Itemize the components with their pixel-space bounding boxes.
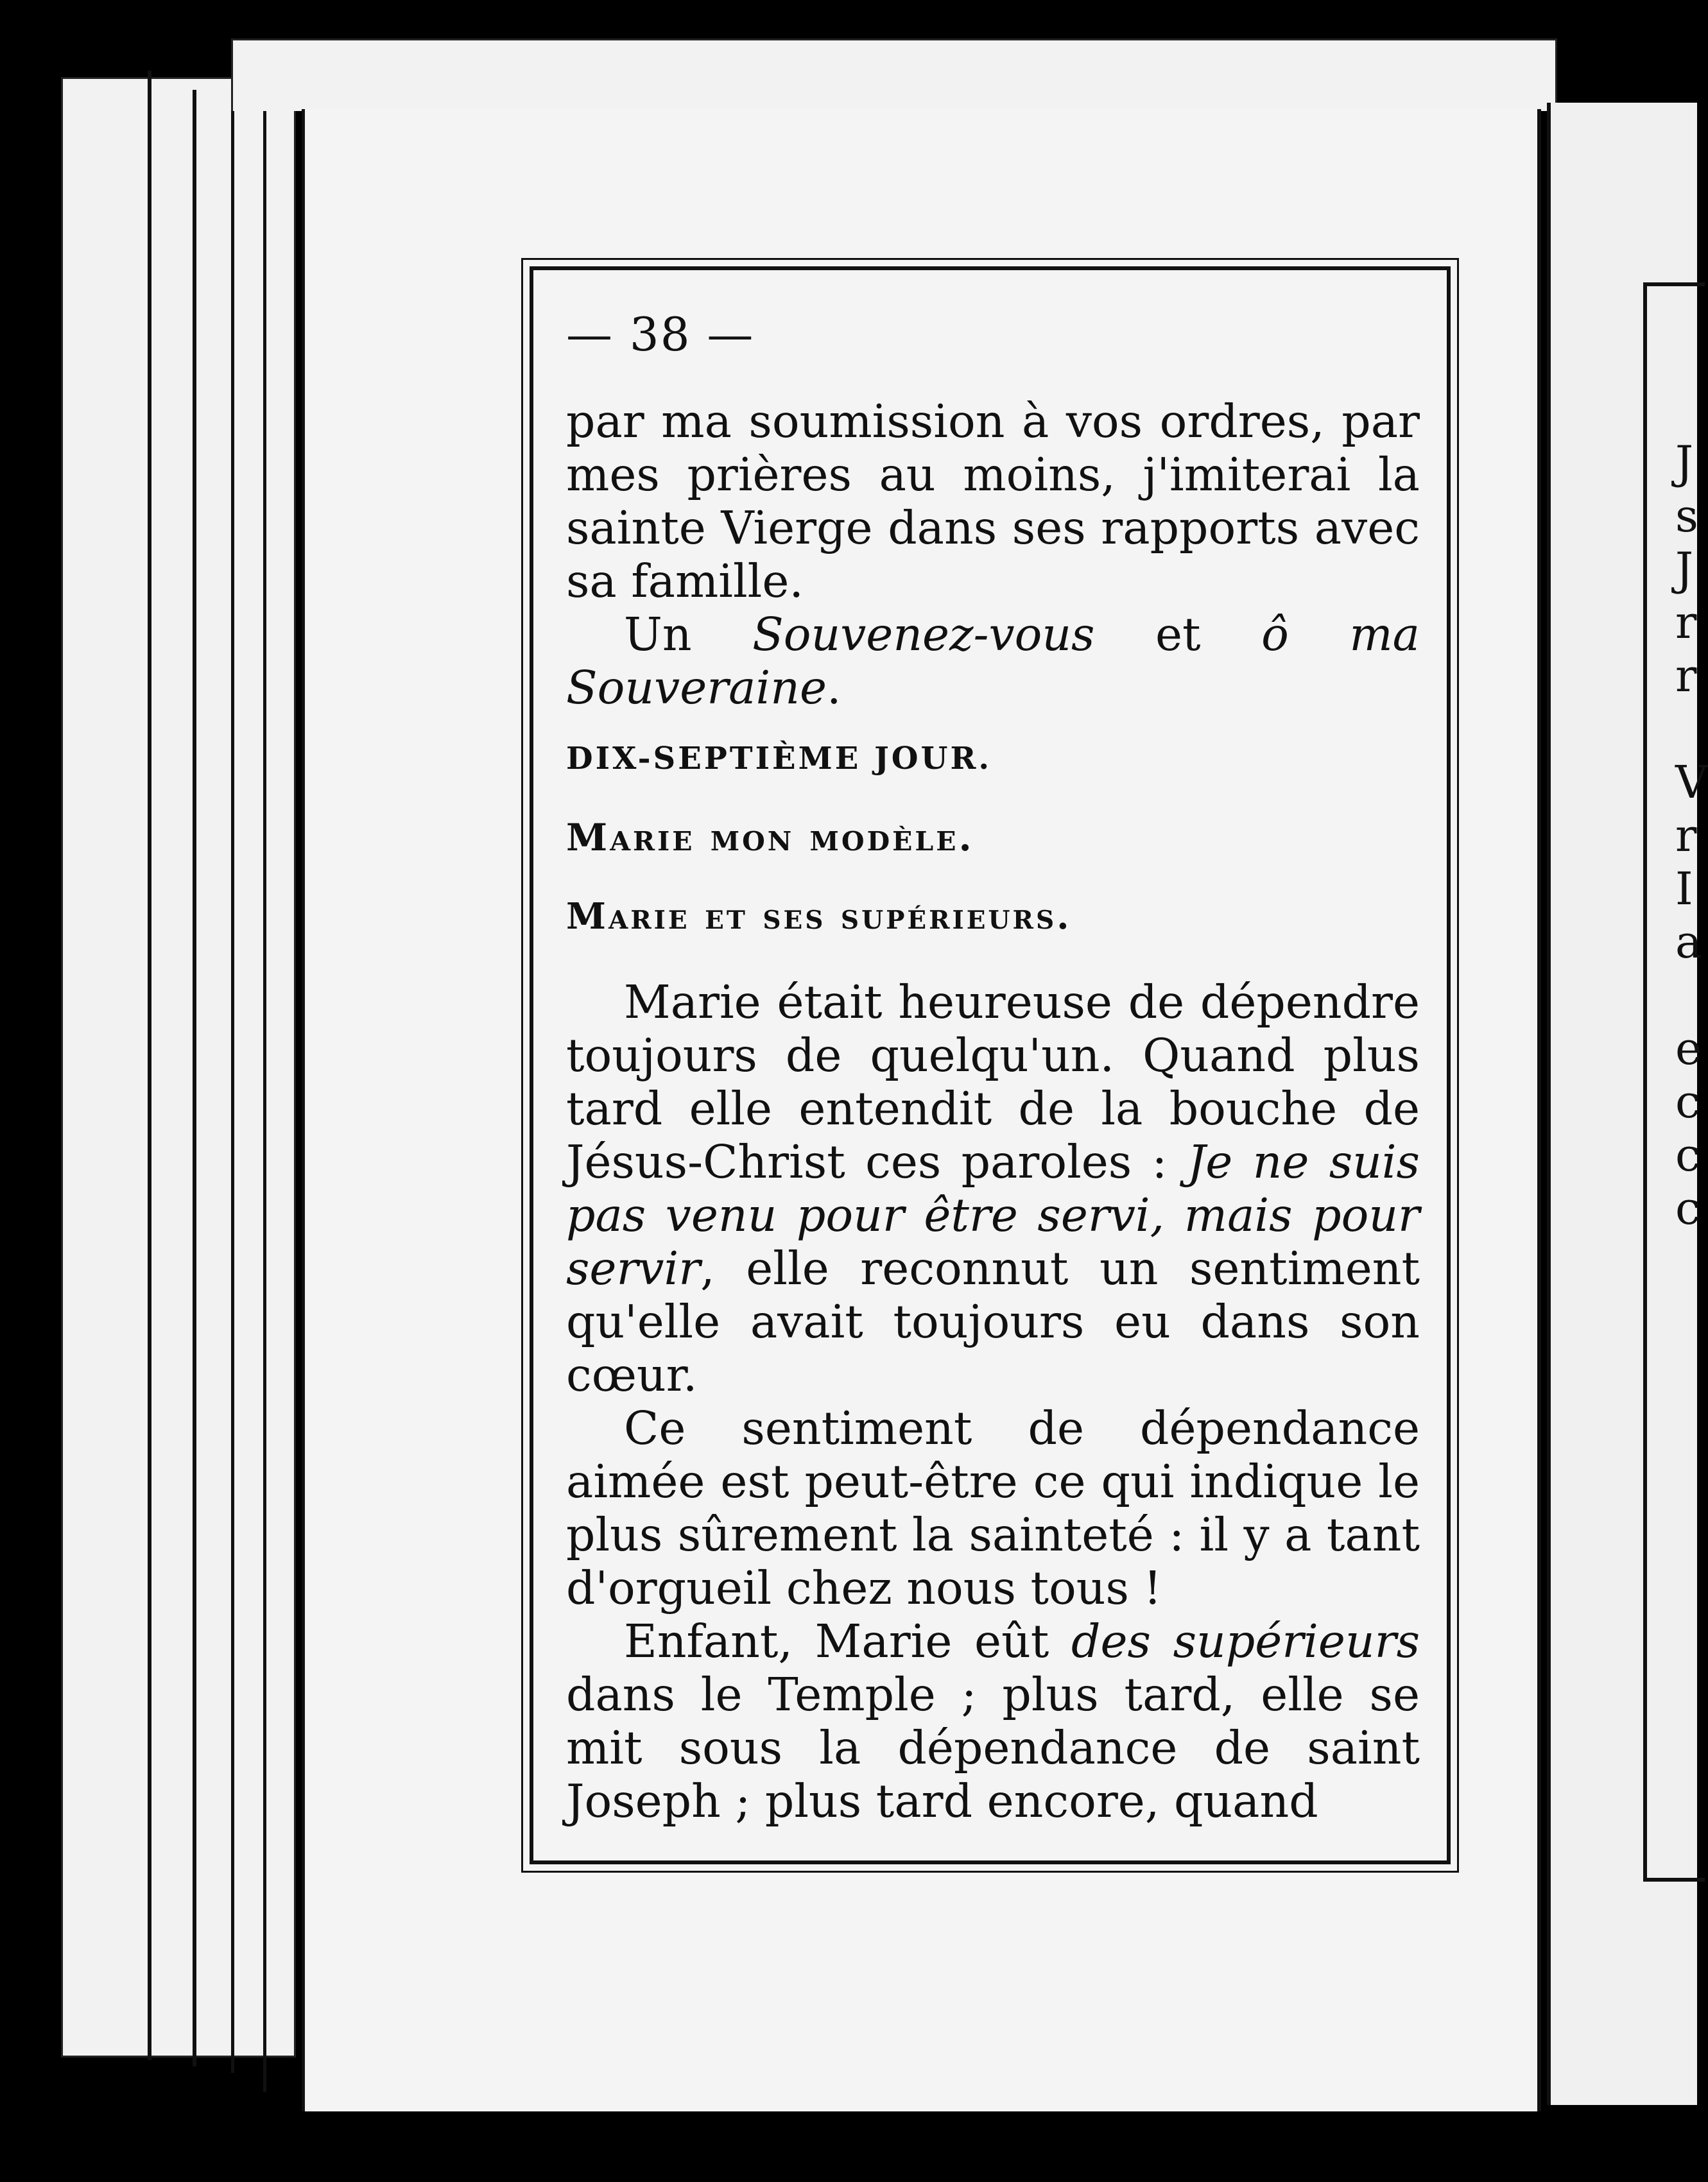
facing-letter: r — [1675, 596, 1697, 649]
top-page-edge — [231, 39, 1557, 111]
paragraph-2: Ce sentiment de dépendance aimée est peut-être ce qui indique le plus sûrement la sainteté : il y a tant d'orgueil chez nous tous ! — [566, 1402, 1420, 1615]
facing-letter — [1675, 969, 1701, 1022]
facing-letter: c — [1675, 1182, 1701, 1235]
facing-page-letters — [1675, 436, 1708, 1235]
facing-letter: e — [1675, 1022, 1702, 1075]
facing-letter: r — [1675, 809, 1697, 862]
facing-letter: J — [1675, 436, 1694, 489]
day-heading: DIX-SEPTIÈME JOUR. — [566, 741, 992, 777]
page-text-block — [566, 308, 1420, 1828]
paragraph-1-text: Marie était heureuse de dépendre toujours de quelqu'un. Quand plus tard elle entendit de la bouche de Jésus-Christ ces paroles : — [566, 975, 1420, 1189]
page-edge-line — [231, 90, 234, 2073]
subject-heading: Marie et ses supérieurs. — [566, 895, 1072, 938]
prayer-line — [566, 608, 1420, 714]
page-edge-line — [148, 71, 151, 2060]
page-edge-line — [193, 90, 196, 2066]
paragraph-1-quote: Je ne suis pas venu pour être servi, mais pour servir — [566, 1135, 1420, 1295]
paragraph-3-tail: dans le Temple ; plus tard, elle se mit sous la dépendance de saint Joseph ; plus tard encore, quand — [566, 1668, 1420, 1828]
page-edge-stack — [61, 77, 296, 2057]
page-edge-line — [263, 103, 266, 2092]
facing-letter: c — [1675, 1129, 1701, 1181]
paragraph-3-text: Enfant, Marie eût — [624, 1615, 1072, 1668]
facing-letter: a — [1675, 916, 1702, 968]
paragraph-1 — [566, 975, 1420, 1402]
facing-letter: r — [1675, 649, 1697, 702]
prayer-italic-souvenez: Souvenez-vous — [752, 608, 1095, 661]
prayer-mid: et — [1094, 608, 1262, 661]
facing-letter — [1675, 703, 1701, 756]
page-number: — 38 — — [566, 307, 755, 361]
paragraph-3-italic: des supérieurs — [1071, 1615, 1420, 1668]
paragraph-1-tail: , elle reconnut un sentiment qu'elle avait toujours eu dans son cœur. — [566, 1242, 1420, 1402]
paragraph-3 — [566, 1615, 1420, 1828]
facing-letter: c — [1675, 1076, 1701, 1128]
prayer-italic-souveraine: ô ma Souveraine — [566, 608, 1420, 714]
facing-letter: V — [1675, 756, 1708, 809]
facing-letter: s — [1675, 490, 1698, 542]
prayer-prefix: Un — [624, 608, 753, 661]
facing-letter: J — [1675, 543, 1694, 596]
facing-letter: I — [1675, 863, 1693, 915]
prayer-suffix: . — [826, 661, 841, 714]
model-heading: Marie mon modèle. — [566, 816, 974, 859]
paragraph-continuation: par ma soumission à vos ordres, par mes prières au moins, j'imiterai la sainte Vierge dans ses rapports avec sa famille. — [566, 395, 1420, 608]
